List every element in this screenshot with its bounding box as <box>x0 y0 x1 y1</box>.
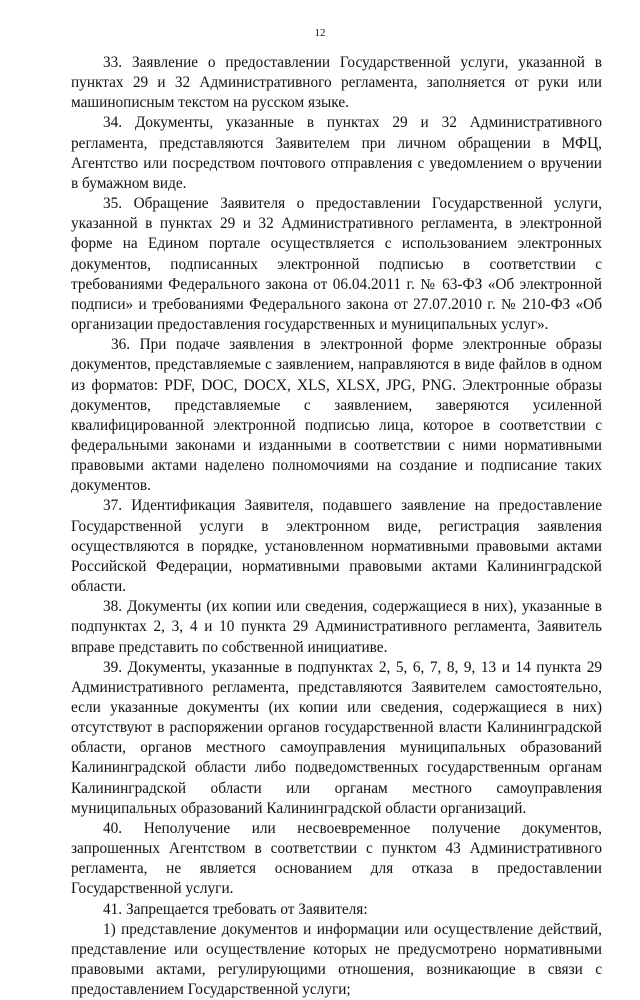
paragraph-33: 33. Заявление о предоставлении Государственной услуги, указанной в пунктах 29 и 32 Административного регламента, заполняется от руки или машинописным текстом на русском языке. <box>71 54 602 112</box>
document-body <box>71 53 602 1000</box>
paragraph-34: 34. Документы, указанные в пунктах 29 и 32 Административного регламента, представляются Заявителем при личном обращении в МФЦ, Агентство или посредством почтового отправления с уведомлением о вручении в бумажном виде. <box>71 114 602 192</box>
paragraph-41: 41. Запрещается требовать от Заявителя: <box>103 900 368 918</box>
paragraph-35: 35. Обращение Заявителя о предоставлении Государственной услуги, указанной в пунктах 29 и 32 Административного регламента, в электронной форме на Едином портале осуществляется с использованием электронных документов, подписанных электронной подписью в соответствии с требованиями Федерального закона от 06.04.2011 г. № 63-ФЗ «Об электронной подписи» и требованиями Федерального закона от 27.07.2010 г. № 210-ФЗ «Об организации предоставления государственных и муниципальных услуг». <box>71 195 602 334</box>
page-number: 12 <box>314 27 326 39</box>
paragraph-38: 38. Документы (их копии или сведения, содержащиеся в них), указанные в подпунктах 2, 3, 4 и 10 пункта 29 Административного регламента, Заявитель вправе представить по собственной инициативе. <box>71 598 602 656</box>
paragraph-39: 39. Документы, указанные в подпунктах 2, 5, 6, 7, 8, 9, 13 и 14 пункта 29 Административного регламента, представляются Заявителем самостоятельно, если указанные документы (их копии или сведения, содержащиеся в них) отсутствуют в распоряжении органов государственной власти Калининградской области, органов местного самоуправления муниципальных образований Калининградской области либо подведомственных государственным органам Калининградской области или органам местного самоуправления муниципальных образований Калининградской области организаций. <box>71 658 602 817</box>
paragraph-41-item-1: 1) представление документов и информации или осуществление действий, представление или осуществление которых не предусмотрено нормативными правовыми актами, регулирующими отношения, возникающие в связи с предоставлением Государственной услуги; <box>71 920 602 999</box>
paragraph-36: 36. При подаче заявления в электронной форме электронные образы документов, представляемые с заявлением, направляются в виде файлов в одном из форматов: PDF, DOC, DOCX, XLS, XLSX, JPG, PNG. Электронные образы документов, представляемые с заявлением, заверяются усиленной квалифицированной электронной подписью лица, которое в соответствии с федеральными законами и изданными в соответствии с ними нормативными правовыми актами наделено полномочиями на создание и подписание таких документов. <box>71 336 602 495</box>
paragraph-40: 40. Неполучение или несвоевременное получение документов, запрошенных Агентством в соответствии с пунктом 43 Административного регламента, не является основанием для отказа в предоставлении Государственной услуги. <box>71 819 602 898</box>
paragraph-37: 37. Идентификация Заявителя, подавшего заявление на предоставление Государственной услуги в электронном виде, регистрация заявления осуществляются в порядке, установленном нормативными правовыми актами Российской Федерации, нормативными правовыми актами Калининградской области. <box>71 497 602 596</box>
